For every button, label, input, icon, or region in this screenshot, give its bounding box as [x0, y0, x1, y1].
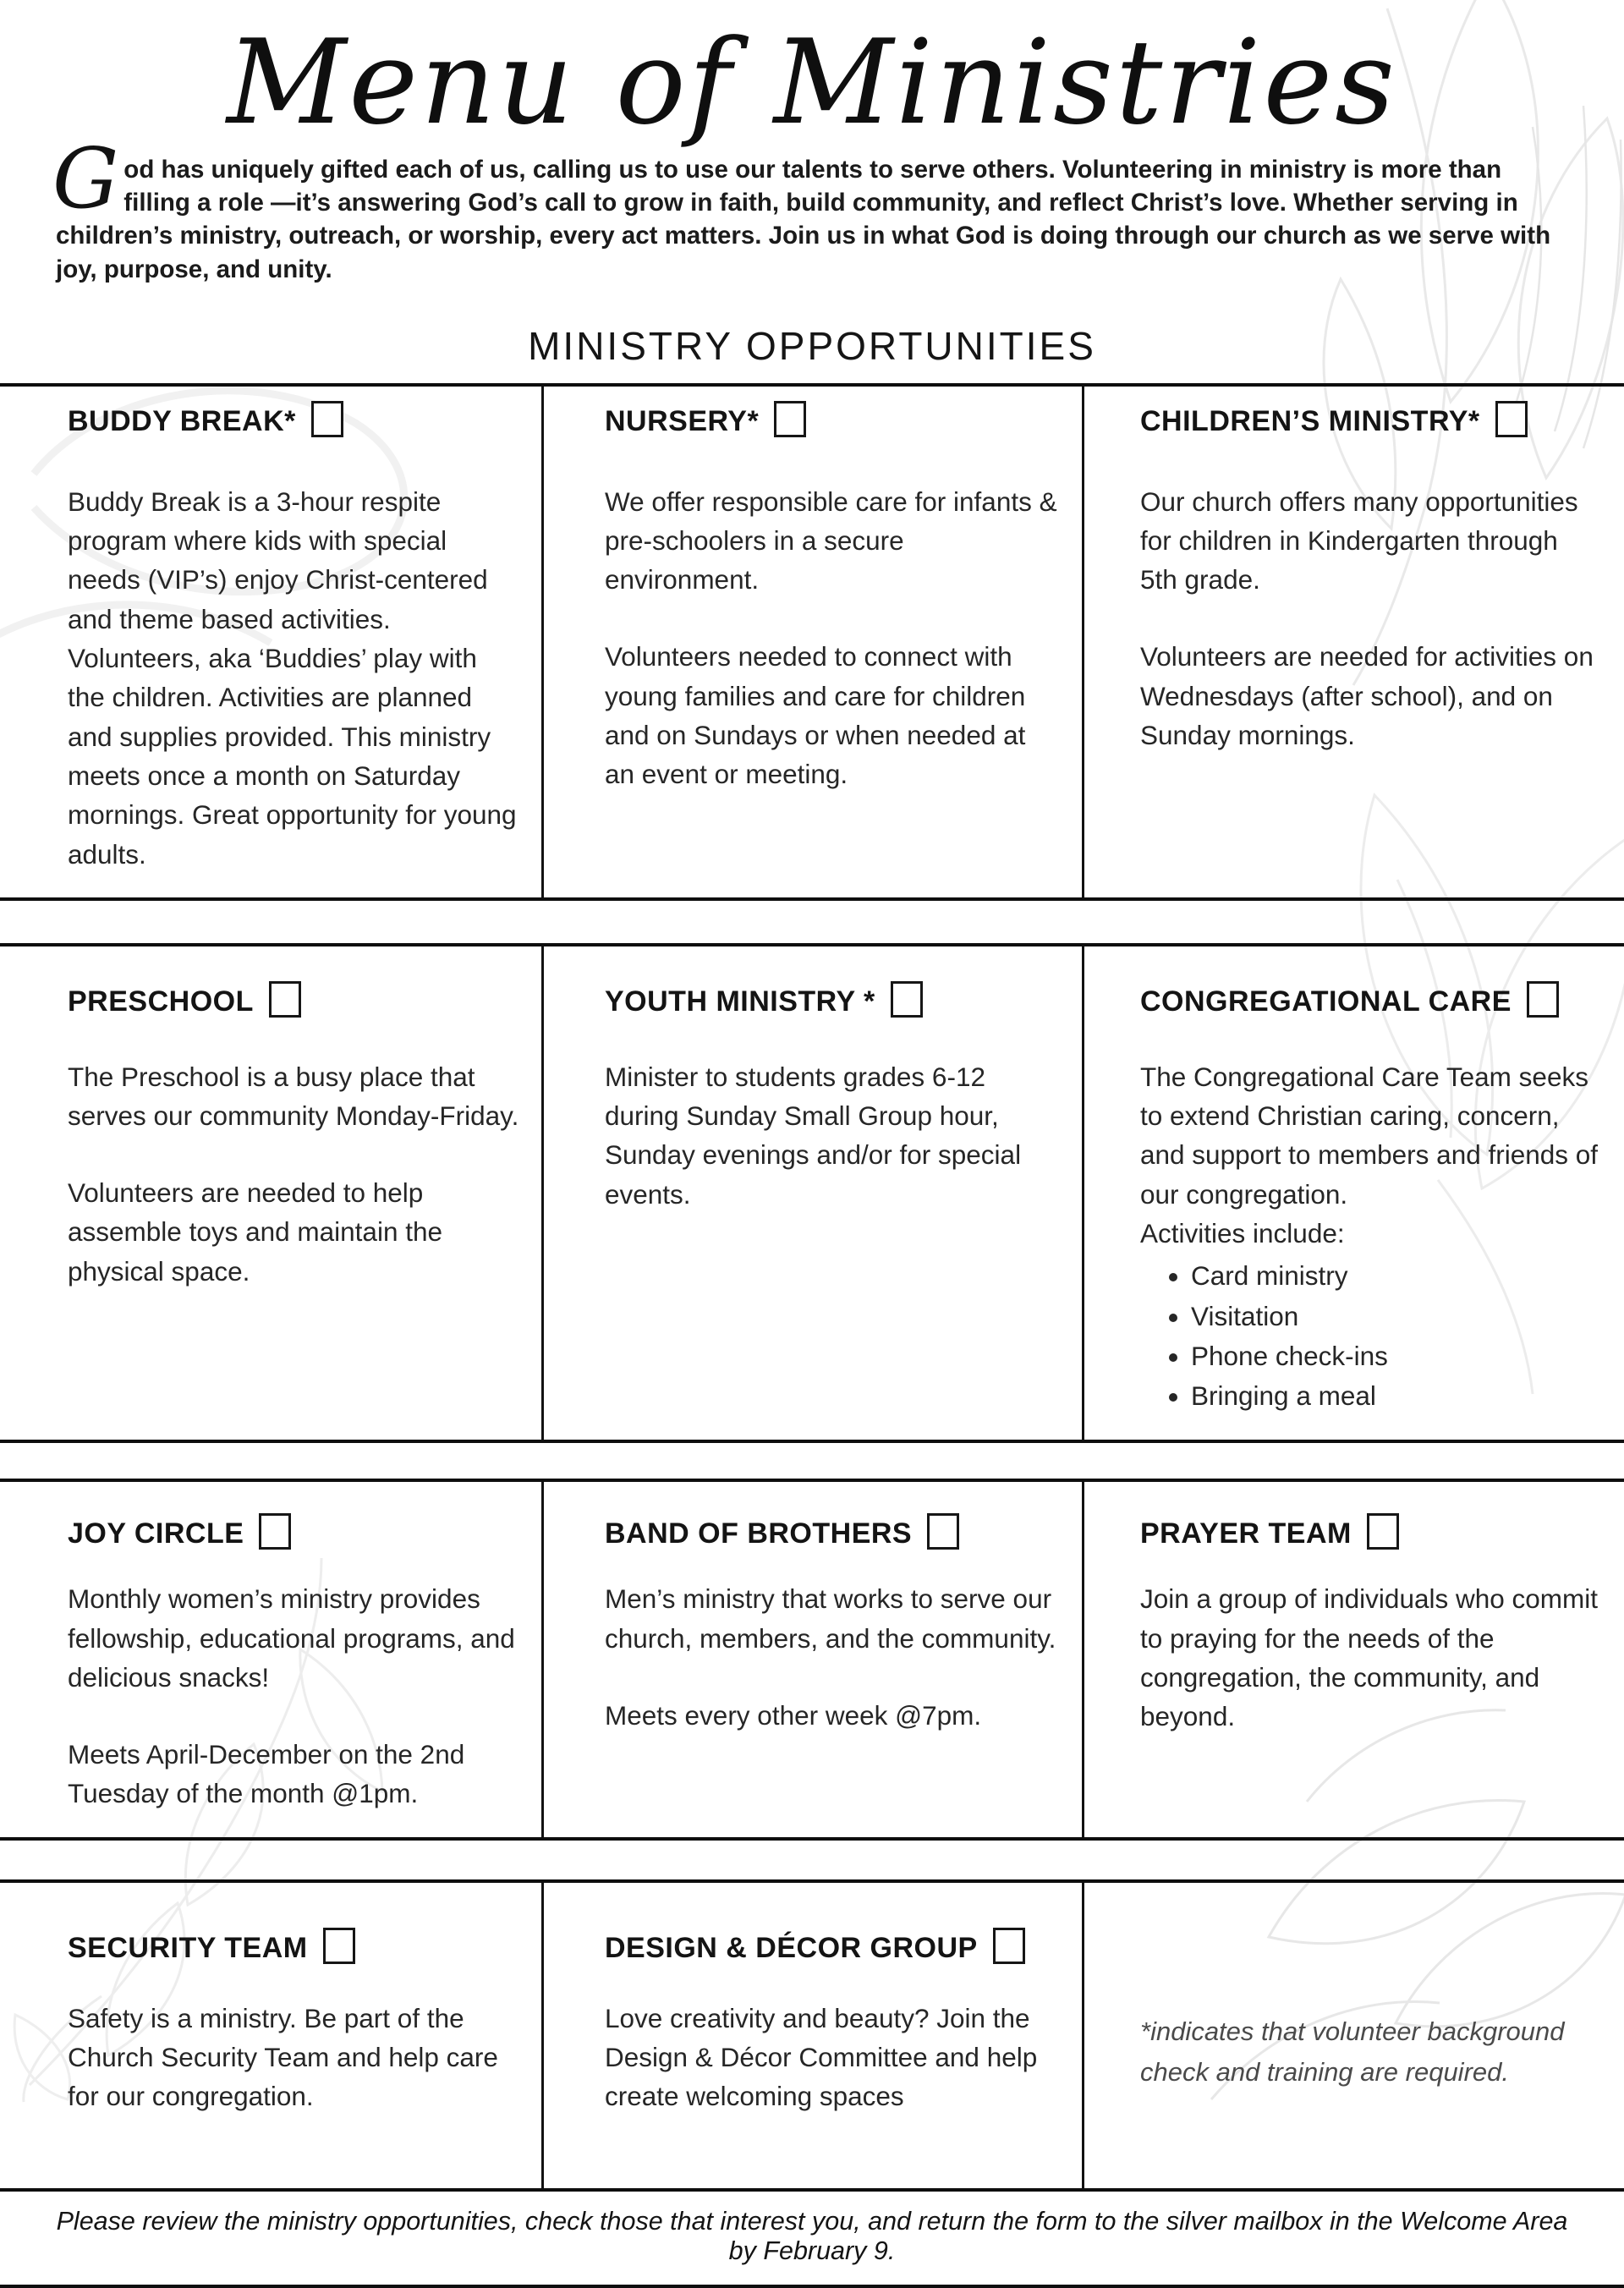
description-paragraph: We offer responsible care for infants & pre-schoolers in a secure environment. [605, 486, 1057, 595]
ministry-cell-buddy-break [0, 387, 541, 897]
ministry-title [68, 1930, 519, 1967]
page-title: Menu of Ministries [227, 14, 1397, 151]
buddy-break-checkbox[interactable] [311, 401, 343, 437]
ministry-description [605, 1579, 1060, 1735]
description-paragraph: Men’s ministry that works to serve our church, members, and the community. [605, 1583, 1056, 1654]
ministry-title [1140, 1516, 1602, 1552]
intro-text: od has uniquely gifted each of us, calling us to use our talents to serve others. Volunteering in ministry is more than filling a role —it’s answering God’s call to grow in faith, build community, and reflect Christ’s love. Whether serving in children’s ministry, outreach, or worship, every act matters. Join us in what God is doing through our church as we serve with joy, purpose, and unity. [56, 155, 1551, 283]
ministry-opportunities-heading: MINISTRY OPPORTUNITIES [528, 323, 1096, 368]
description-paragraph: Volunteers needed to connect with young families and care for children and on Sundays or when needed at an event or meeting. [605, 641, 1026, 790]
ministry-name: BAND OF BROTHERS [605, 1517, 913, 1550]
ministry-name: YOUTH MINISTRY * [605, 985, 875, 1018]
ministry-title [68, 984, 519, 1020]
ministry-name: NURSERY* [605, 404, 760, 437]
childrens-ministry-checkbox[interactable] [1495, 401, 1528, 437]
description-paragraph: Meets every other week @7pm. [605, 1699, 982, 1731]
joy-circle-checkbox[interactable] [259, 1513, 291, 1550]
security-team-checkbox[interactable] [323, 1928, 355, 1964]
ministry-cell-nursery [541, 387, 1084, 897]
description-paragraph: Join a group of individuals who commit to praying for the needs of the congregation, the community, and beyond. [1140, 1583, 1599, 1732]
ministry-cell-prayer-team [1084, 1482, 1624, 1836]
description-paragraph: Minister to students grades 6-12 during Sunday Small Group hour, Sunday evenings and/or for special events. [605, 1061, 1022, 1210]
ministry-name: DESIGN & DÉCOR GROUP [605, 1931, 978, 1964]
description-paragraph: Love creativity and beauty? Join the Design & Décor Committee and help create welcoming spaces [605, 2002, 1038, 2112]
ministry-title [605, 403, 1060, 440]
description-paragraph: Buddy Break is a 3-hour respite program where kids with special needs (VIP’s) enjoy Christ-centered and theme based activities. [68, 486, 488, 634]
ministry-title [1140, 403, 1602, 440]
ministry-name: CONGREGATIONAL CARE [1140, 985, 1512, 1018]
ministry-name: CHILDREN’S MINISTRY* [1140, 404, 1480, 437]
congregational-care-checkbox[interactable] [1527, 981, 1559, 1018]
activity-item: • Bringing a meal [1191, 1376, 1602, 1415]
ministry-description [1140, 482, 1602, 755]
youth-ministry-checkbox[interactable] [891, 981, 923, 1018]
ministry-title [605, 1516, 1060, 1552]
ministry-description [1140, 1579, 1602, 1736]
description-paragraph: The Congregational Care Team seeks to extend Christian caring, concern, and support to members and friends of our congregation. [1140, 1061, 1599, 1210]
ministry-cell-preschool [0, 946, 541, 1440]
ministry-cell-childrens-ministry [1084, 387, 1624, 897]
activity-item: • Visitation [1191, 1297, 1602, 1336]
description-paragraph: Meets April-December on the 2nd Tuesday of the month @1pm. [68, 1739, 465, 1809]
intro-paragraph [52, 130, 1565, 286]
description-paragraph: Volunteers are needed to help assemble toys and maintain the physical space. [68, 1177, 442, 1287]
ministry-row-2 [0, 943, 1624, 1444]
ministry-name: PRESCHOOL [68, 985, 254, 1018]
background-check-note: *indicates that volunteer background check and training are required. [1140, 2016, 1565, 2087]
description-paragraph: The Preschool is a busy place that serves our community Monday-Friday. [68, 1061, 519, 1132]
ministry-cell-design-decor [541, 1883, 1084, 2188]
description-paragraph: Our church offers many opportunities for children in Kindergarten through 5th grade. [1140, 486, 1578, 595]
nursery-checkbox[interactable] [774, 401, 806, 437]
prayer-team-checkbox[interactable] [1367, 1513, 1399, 1550]
ministry-row-1 [0, 383, 1624, 901]
ministry-description [1140, 1057, 1602, 1416]
ministry-description [68, 482, 519, 874]
preschool-checkbox[interactable] [269, 981, 301, 1018]
activity-item: • Card ministry [1191, 1256, 1602, 1295]
ministry-description [605, 1999, 1060, 2116]
design-decor-checkbox[interactable] [993, 1928, 1025, 1964]
ministry-name: BUDDY BREAK* [68, 404, 296, 437]
background-check-note-cell [1084, 1883, 1624, 2188]
ministry-name: JOY CIRCLE [68, 1517, 244, 1550]
ministry-row-4 [0, 1879, 1624, 2192]
ministry-row-3 [0, 1479, 1624, 1840]
description-paragraph: Activities include: [1140, 1217, 1345, 1248]
ministry-cell-band-of-brothers [541, 1482, 1084, 1836]
band-of-brothers-checkbox[interactable] [927, 1513, 959, 1550]
description-paragraph: Safety is a ministry. Be part of the Church Security Team and help care for our congregation. [68, 2002, 498, 2112]
description-paragraph: Volunteers, aka ‘Buddies’ play with the children. Activities are planned and supplies provided. This ministry meets once a month on Saturday mornings. Great opportunity for young adults. [68, 643, 517, 870]
ministry-description [68, 1579, 519, 1813]
footer-instruction: Please review the ministry opportunities, check those that interest you, and return the form to the silver mailbox in the Welcome Area by February 9. [0, 2192, 1624, 2288]
ministry-title [605, 1930, 1060, 1967]
ministry-description [68, 1057, 519, 1291]
ministry-cell-congregational-care [1084, 946, 1624, 1440]
ministry-name: SECURITY TEAM [68, 1931, 308, 1964]
description-paragraph: Monthly women’s ministry provides fellowship, educational programs, and delicious snacks! [68, 1583, 515, 1693]
ministry-title [68, 1516, 519, 1552]
intro-dropcap: G [52, 130, 119, 228]
activities-list [1140, 1256, 1602, 1415]
activity-item: • Phone check-ins [1191, 1336, 1602, 1375]
ministry-title [605, 984, 1060, 1020]
ministry-cell-youth-ministry [541, 946, 1084, 1440]
ministry-cell-joy-circle [0, 1482, 541, 1836]
ministry-title [1140, 984, 1602, 1020]
ministry-description [605, 1057, 1060, 1214]
ministry-cell-security-team [0, 1883, 541, 2188]
ministry-description [68, 1999, 519, 2116]
ministry-description [605, 482, 1060, 794]
ministry-name: PRAYER TEAM [1140, 1517, 1352, 1550]
description-paragraph: Volunteers are needed for activities on Wednesdays (after school), and on Sunday mornings. [1140, 641, 1594, 751]
ministry-title [68, 403, 519, 440]
